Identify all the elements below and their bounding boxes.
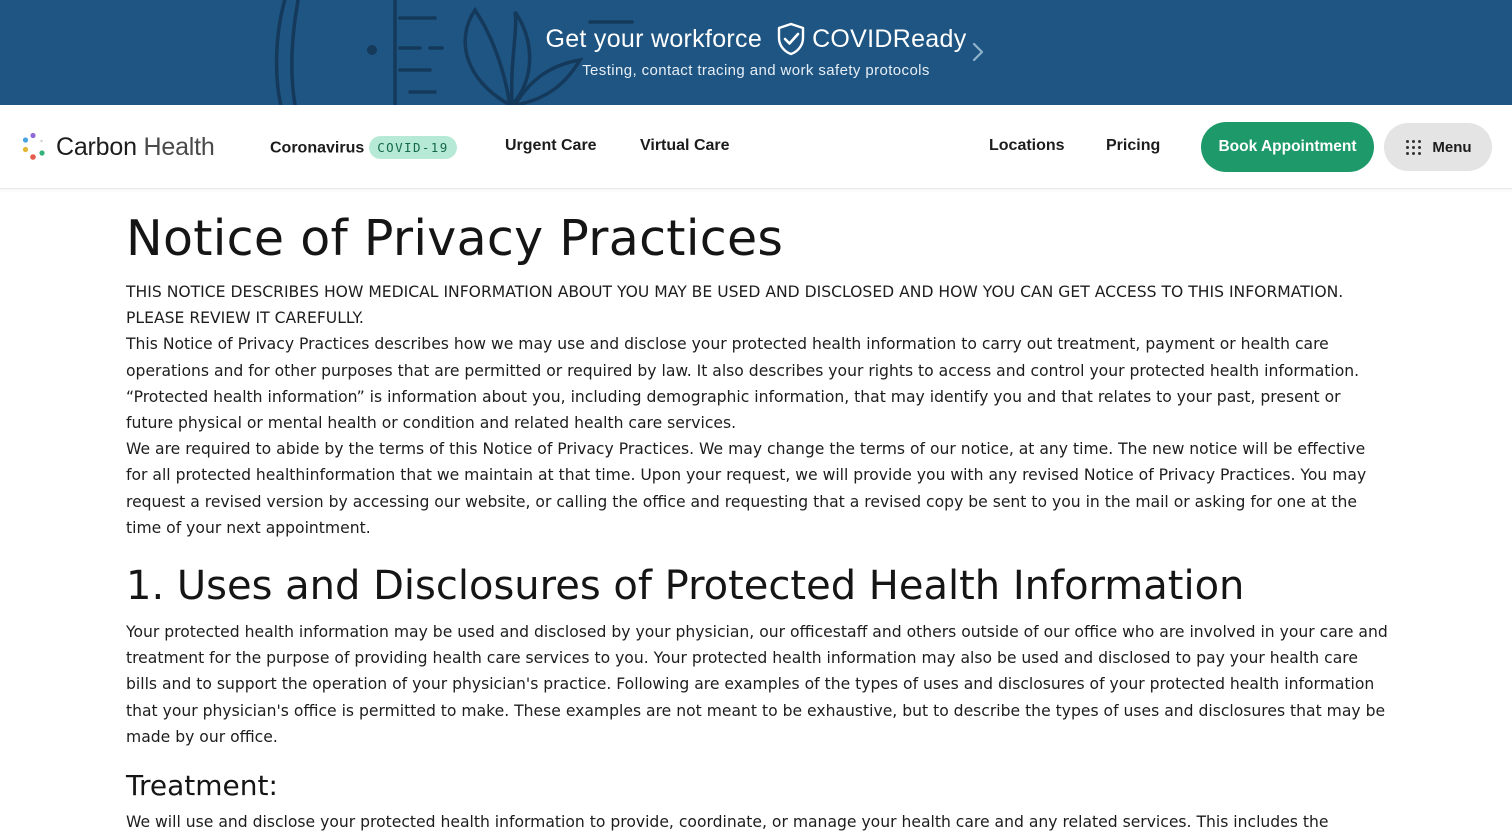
covid-19-badge: COVID-19 [369, 136, 456, 159]
brand-ready: Ready [892, 24, 967, 53]
promo-banner[interactable] [0, 0, 1512, 105]
brand-covid: COVID [812, 24, 893, 53]
promo-subline: Testing, contact tracing and work safety protocols [582, 62, 930, 79]
promo-message[interactable] [0, 22, 1512, 79]
nav-link-virtual-care[interactable]: Virtual Care [640, 137, 730, 154]
logo-word-health: Health [143, 132, 215, 161]
carbon-health-logo[interactable] [20, 132, 215, 162]
menu-button-label: Menu [1432, 138, 1472, 156]
nav-link-coronavirus[interactable] [270, 137, 457, 160]
promo-headline: Get your workforce [545, 24, 763, 53]
nav-link-pricing[interactable]: Pricing [1106, 137, 1161, 154]
shield-check-icon [776, 22, 806, 56]
logo-word-carbon: Carbon [56, 132, 137, 161]
treatment-paragraph: We will use and disclose your protected health information to provide, coordinate, or manage your health care and any related services. This includes the [126, 813, 1329, 832]
carbon-health-logo-icon [20, 132, 46, 162]
section-1-paragraph: Your protected health information may be used and disclosed by your physician, our officestaff and others outside of our office who are involved in your care and treatment for the purpose of providing health care services to you. Your protected health information may also be used and disclosed to pay your health care bills and to support the operation of your physician's practice. Following are examples of the types of uses and disclosures of your protected health information that your physician's office is permitted to make. These examples are not meant to be exhaustive, but to describe the types of uses and disclosures that may be made by our office. [126, 623, 1388, 746]
chevron-right-icon[interactable] [968, 40, 988, 64]
intro-caps-notice: THIS NOTICE DESCRIBES HOW MEDICAL INFORMATION ABOUT YOU MAY BE USED AND DISCLOSED AND HOW YOU CAN GET ACCESS TO THIS INFORMATION. PLEASE REVIEW IT CAREFULLY. [126, 283, 1344, 328]
nav-link-urgent-care[interactable]: Urgent Care [505, 137, 597, 154]
intro-paragraph-2: We are required to abide by the terms of this Notice of Privacy Practices. We may change the terms of our notice, at any time. The new notice will be effective for all protected healthinformation that we maintain at that time. Upon your request, we will provide you with any revised Notice of Privacy Practices. You may request a revised version by accessing our website, or calling the office and requesting that a revised copy be sent to you in the mail or asking for one at the time of your next appointment. [126, 440, 1367, 537]
treatment-heading: Treatment: [126, 769, 278, 803]
main-navigation [0, 105, 1512, 189]
intro-paragraph-1: This Notice of Privacy Practices describes how we may use and disclose your protected health information to carry out treatment, payment or health care operations and for other purposes that are permitted or required by law. It also describes your rights to access and control your protected health information. “Protected health information” is information about you, including demographic information, that may identify you and that relates to your past, present or future physical or mental health or condition and related health care services. [126, 335, 1360, 433]
nav-link-locations[interactable]: Locations [989, 137, 1065, 154]
menu-button[interactable] [1384, 123, 1492, 171]
nav-link-coronavirus-label: Coronavirus [270, 139, 365, 157]
grid-menu-icon [1406, 140, 1421, 155]
book-appointment-button[interactable]: Book Appointment [1201, 122, 1374, 172]
section-1-heading: 1. Uses and Disclosures of Protected Health Information [126, 563, 1245, 610]
covidready-logo [776, 22, 966, 56]
page-title: Notice of Privacy Practices [126, 210, 784, 267]
privacy-notice-article [126, 189, 1388, 835]
